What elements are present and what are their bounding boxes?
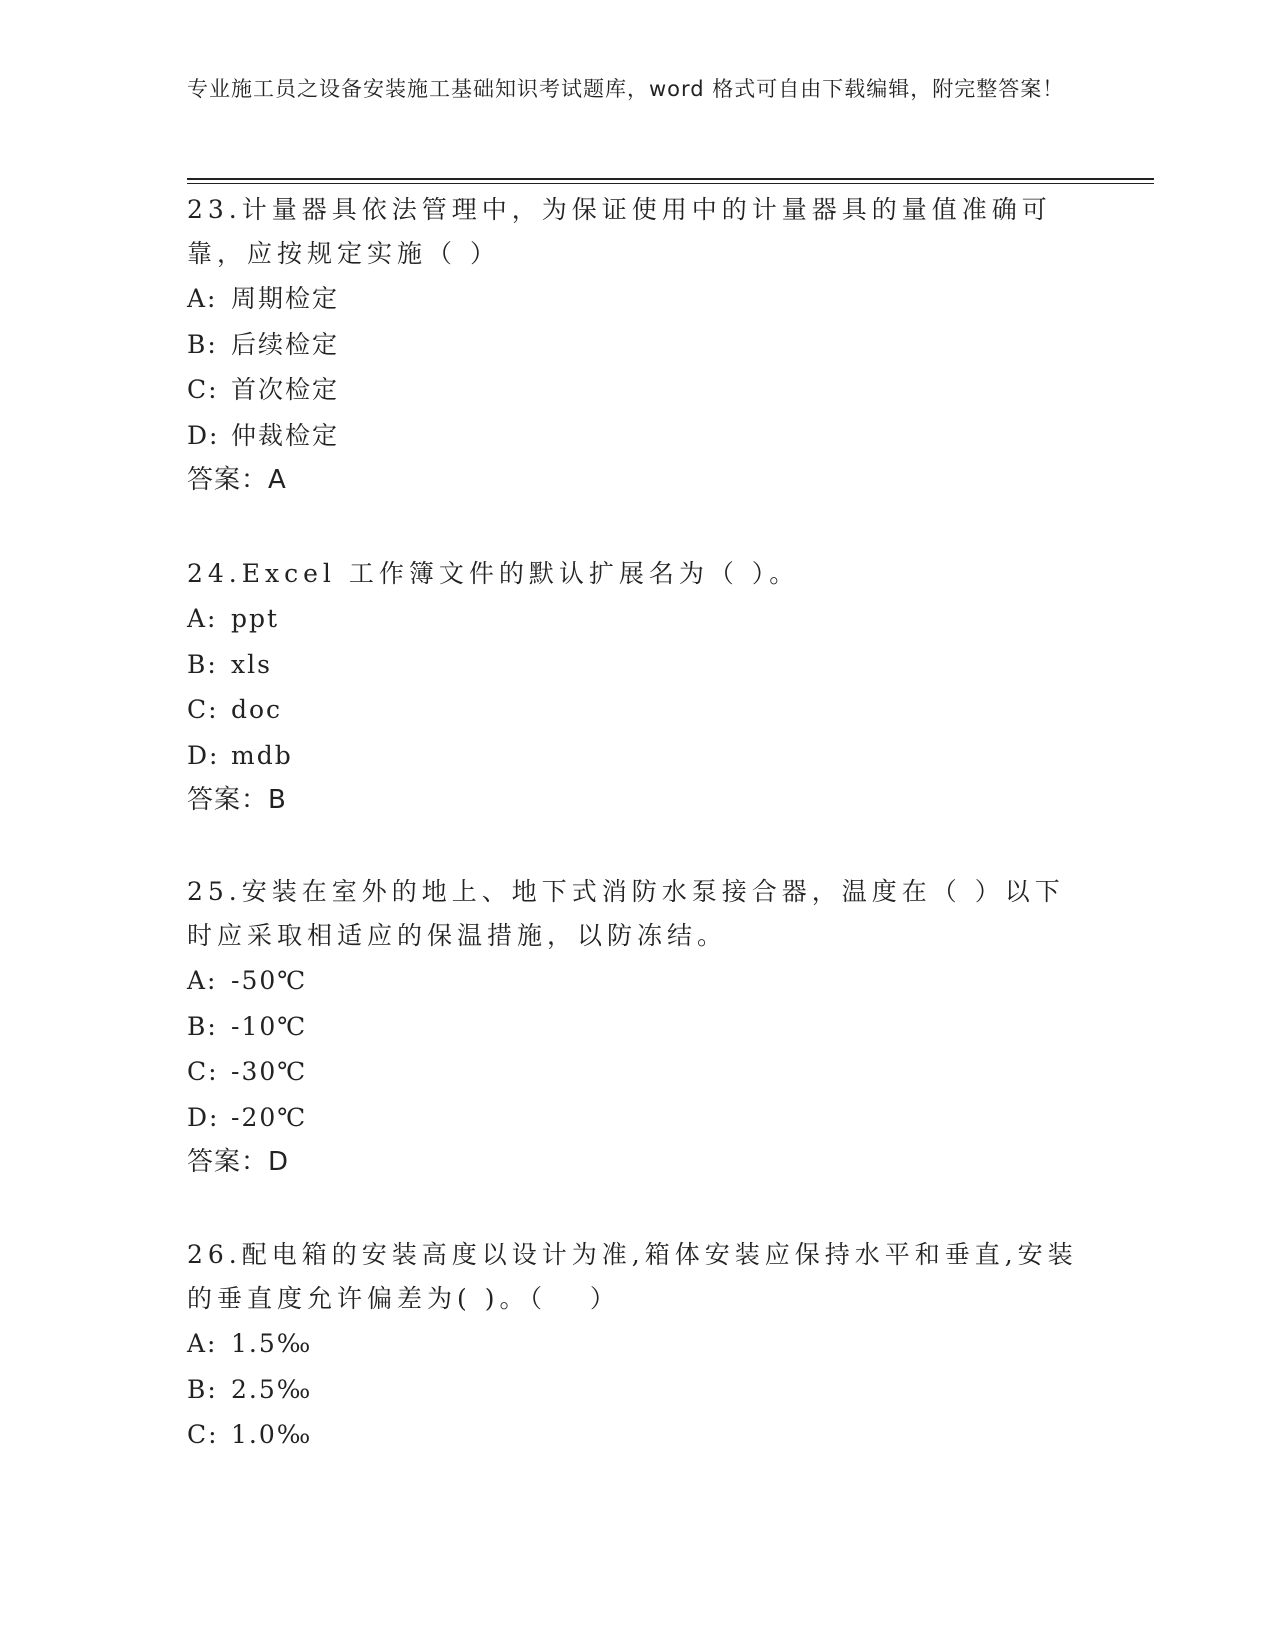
option-text: 后续检定 — [231, 329, 340, 359]
answer-line: 答案：A — [187, 465, 287, 495]
question-stem: 23.计量器具依法管理中，为保证使用中的计量器具的量值准确可靠，应按规定实施（ ） — [187, 195, 1052, 268]
question-24 — [187, 552, 1087, 823]
option-label: B: — [187, 649, 218, 679]
option-text: -50℃ — [231, 966, 308, 995]
question-stem: 24.Excel 工作簿文件的默认扩展名为（ ）。 — [187, 559, 800, 588]
option-text: 周期检定 — [231, 284, 340, 313]
option-text: 首次检定 — [231, 375, 340, 404]
option-label: D: — [187, 1102, 220, 1132]
option-text: -10℃ — [231, 1011, 308, 1041]
option-label: C: — [187, 1420, 219, 1449]
option-text: 1.0‰ — [231, 1420, 313, 1449]
option-a — [187, 958, 1087, 1004]
option-label: B: — [187, 1011, 218, 1041]
option-text: -30℃ — [231, 1057, 308, 1086]
option-c — [187, 367, 1087, 413]
header-divider-thin — [187, 183, 1154, 184]
option-b — [187, 1004, 1087, 1050]
option-label: D: — [187, 740, 220, 770]
answer-line: 答案：B — [187, 785, 287, 815]
option-text: -20℃ — [231, 1102, 308, 1132]
option-label: D: — [187, 420, 220, 450]
question-stem: 25.安装在室外的地上、地下式消防水泵接合器，温度在（ ）以下时应采取相适应的保温措施，以防冻结。 — [187, 877, 1065, 950]
option-label: C: — [187, 375, 219, 404]
option-c — [187, 1412, 1087, 1458]
question-25 — [187, 870, 1087, 1185]
option-a — [187, 1321, 1087, 1367]
option-d — [187, 733, 1087, 779]
option-label: A: — [187, 1329, 218, 1358]
option-a — [187, 596, 1087, 642]
option-text: xls — [231, 649, 272, 679]
option-label: A: — [187, 604, 218, 633]
option-label: B: — [187, 1374, 218, 1404]
option-text: 1.5‰ — [231, 1329, 313, 1358]
option-b — [187, 1367, 1087, 1413]
option-label: C: — [187, 1057, 219, 1086]
question-26 — [187, 1233, 1087, 1458]
question-stem: 26.配电箱的安装高度以设计为准,箱体安装应保持水平和垂直,安装的垂直度允许偏差为( )。（ ） — [187, 1240, 1078, 1313]
option-b — [187, 322, 1087, 368]
document-header: 专业施工员之设备安装施工基础知识考试题库，word 格式可自由下载编辑，附完整答案！ — [187, 77, 1065, 101]
option-c — [187, 687, 1087, 733]
option-d — [187, 413, 1087, 459]
option-d — [187, 1095, 1087, 1141]
option-text: 2.5‰ — [231, 1374, 313, 1404]
option-text: ppt — [231, 604, 280, 633]
header-divider-thick — [187, 178, 1154, 180]
answer-line: 答案：D — [187, 1147, 290, 1177]
option-label: A: — [187, 966, 218, 995]
option-b — [187, 642, 1087, 688]
option-a — [187, 276, 1087, 322]
option-text: doc — [231, 695, 283, 724]
option-text: 仲裁检定 — [231, 420, 340, 450]
option-c — [187, 1049, 1087, 1095]
option-label: B: — [187, 329, 218, 359]
option-label: A: — [187, 284, 218, 313]
question-23 — [187, 188, 1087, 503]
option-label: C: — [187, 695, 219, 724]
option-text: mdb — [231, 740, 293, 770]
